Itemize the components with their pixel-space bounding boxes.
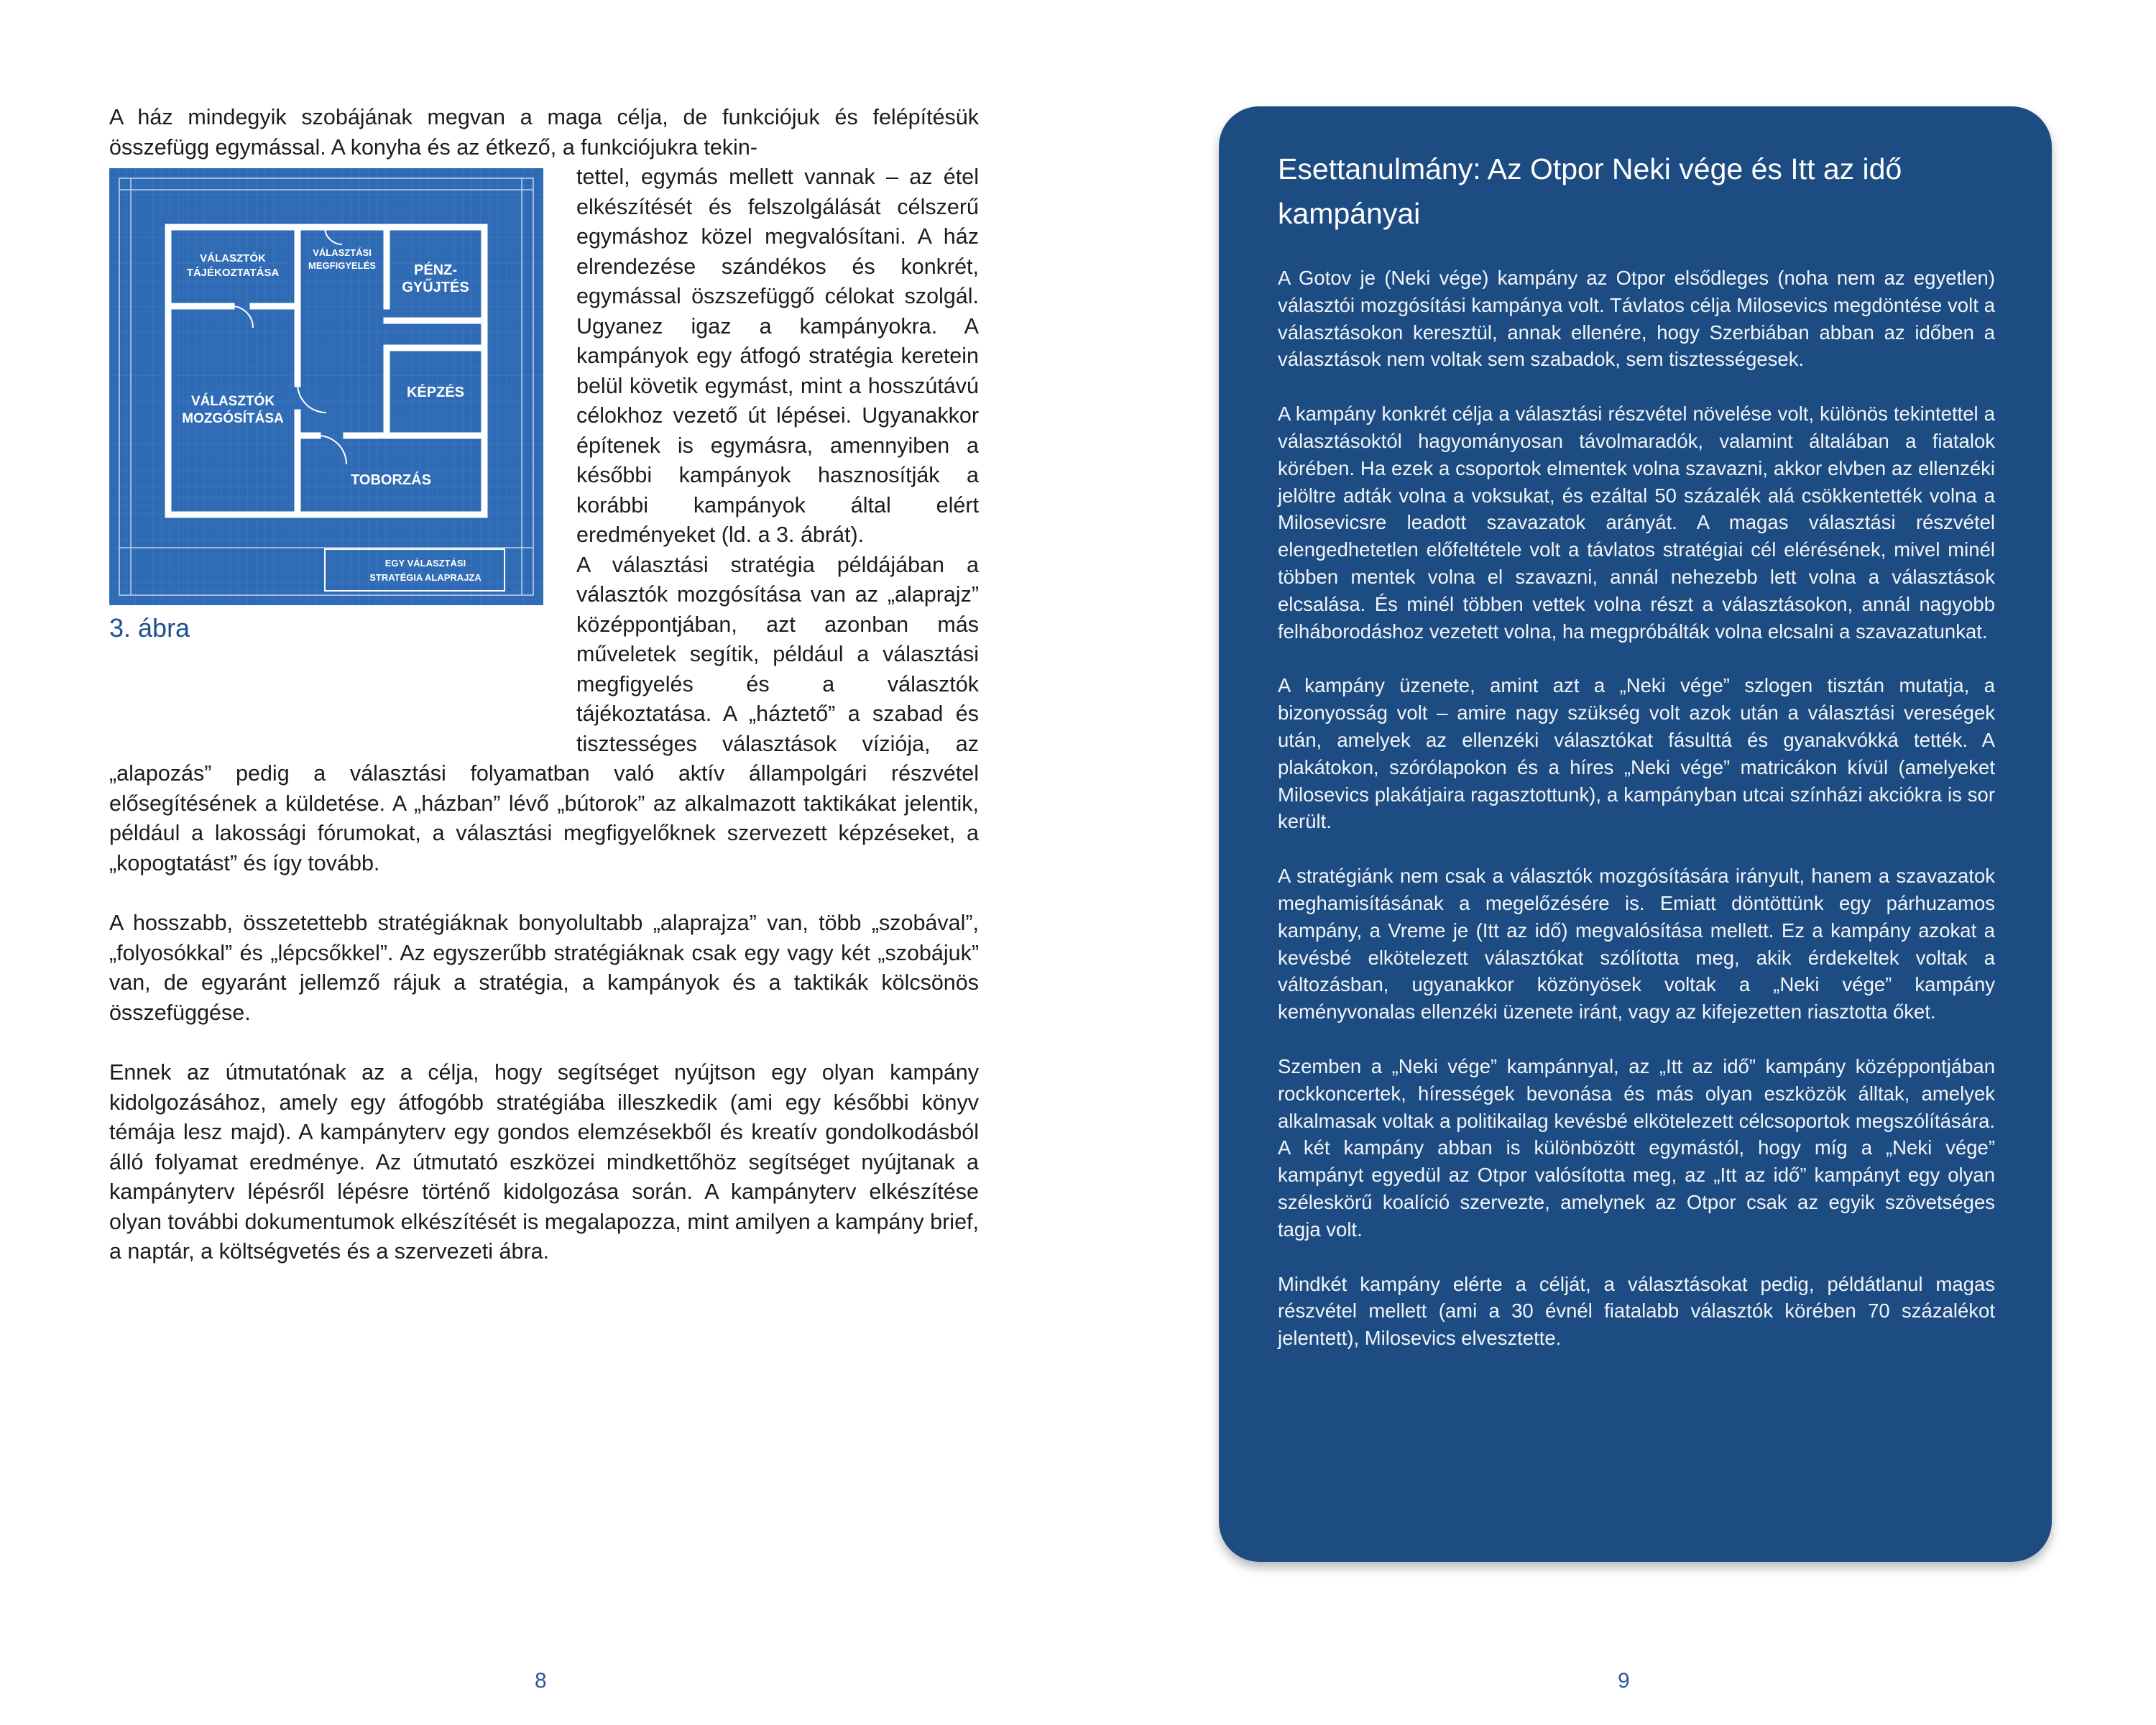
room-recruitment: TOBORZÁS [351,472,431,488]
case-paragraph: Mindkét kampány elérte a célját, a választásokat pedig, példátlanul magas részvétel mellett (ami a 30 évnél fiatalabb választók körében 70 százalékot jelentett), Milosevics elvesztette. [1278,1272,1995,1350]
room-fundraising-line1: PÉNZ- [414,262,457,278]
legend-line1: EGY VÁLASZTÁSI [384,558,466,569]
page-number: 9 [1618,1669,1630,1693]
case-study-title: Esettanulmány: Az Otpor Neki vége és Itt az idő kampányai [1278,152,1902,230]
figure-caption: 3. ábra [109,613,190,643]
case-paragraph: A Gotov je (Neki vége) kampány az Otpor elsődleges (noha nem az egyetlen) választói mozgósítási kampánya volt. Távlatos célja Milosevics megdöntése volt a választásokon keresztül, annak ellenére, hogy Szerbiában abban az időben a választások nem voltak sem szabadok, sem tisztességesek. [1278,267,1995,371]
legend-line2: STRATÉGIA ALAPRAJZA [369,572,482,583]
page-number: 8 [535,1669,547,1693]
room-monitoring-line2: MEGFIGYELÉS [308,260,376,271]
room-voter-info-line2: TÁJÉKOZTATÁSA [186,267,280,279]
paragraph-2: A választási stratégia példájában a választók mozgósítása van az „alaprajz” középpontjában, azt azonban más műveletek segítik, például a választási megfigyelés és a választók tájékoztatása. A „háztető” a szabad és tisztességes választások víziója, az „alapozás” pedig a választási folyamatban való aktív állampolgári részvétel elősegítésének a küldetése. A „házban” lévő „bútorok” az alkalmazott taktikákat jelentik, például a lakossági fórumokat, a választási megfigyelőknek szervezett képzéseket, a „kopogtatást” és így tovább. [109,552,979,875]
room-voter-info-line1: VÁLASZTÓK [200,252,266,264]
paragraph-1-wrap: tettel, egymás mellett vannak – az étel elkészítését és felszolgálását célszerű egymáshoz közel megvalósítani. A ház elrendezése szándékos és konkrét, egymással öszszefüggő célokat szolgál. Ugyanez igaz a kampányokra. A kampányok egy átfogó stratégia keretein belül követik egymást, mint a hosszútávú célokhoz vezető út lépései. Ugyanakkor építenek is egymásra, amennyiben a későbbi kampányok hasznosítják a korábbi kampányok által elért eredményeket (ld. a 3. ábrát). [576,165,979,547]
room-monitoring-line1: VÁLASZTÁSI [313,247,372,258]
paragraph-4: Ennek az útmutatónak az a célja, hogy segítséget nyújtson egy olyan kampány kidolgozásához, amely egy átfogóbb stratégiába illeszkedik (ami egy későbbi könyv témája lesz majd). A kampányterv egy gondos elemzésekből és kreatív gondolkodásból álló folyamat eredménye. Az útmutató eszközei mindkettőhöz segítséget nyújtanak a kampányterv lépésről lépésre történő kidolgozása során. A kampányterv elkészítése olyan további dokumentumok elkészítését is megalapozza, mint amilyen a kampány brief, a naptár, a költségvetés és a szervezeti ábra. [109,1060,979,1264]
room-training: KÉPZÉS [406,385,465,400]
case-paragraph: A kampány konkrét célja a választási részvétel növelése volt, különös tekintettel a választásoktól hagyományosan távolmaradók, valamint általában a fiatalok körében. Ha ezek a csoportok elmentek volna szavazni, akkor elvben az ellenzéki jelöltre adták volna a voksukat, és ezáltal 50 százalék alá csökkentették volna a Milosevicsre leadott szavazatok arányát. A magas választási részvétel elengedhetetlen előfeltétele volt a távlatos stratégiai cél elérésének, mivel minél többen mentek volna el szavazni, annál nehezebb lett volna a választások elcsalása. És minél többen vettek volna részt a választásokon, annál nagyobb felháborodáshoz vezetett volna, ha megpróbálták volna elcsalni a szavazatunkat. [1278,402,1995,643]
case-study-box [1219,106,2052,1562]
room-fundraising-line2: GYŰJTÉS [402,280,469,295]
floor-plan-image [109,168,543,605]
case-paragraph: A stratégiánk nem csak a választók mozgósítására irányult, hanem a szavazatok meghamisításának a megelőzésére is. Emiatt döntöttünk egy párhuzamos kampány, a Vreme je (Itt az idő) megvalósítása mellett. Ez a kampány azokat a kevésbé elkötelezett választókat szólította meg, akik érdekeltek voltak a változásban, ugyanakkor közönyösek voltak a „Neki vége” kampány keményvonalas ellenzéki üzenete iránt, vagy az kifejezetten riasztotta őket. [1278,865,1995,1024]
left-column [109,103,979,1267]
room-mobilization-line2: MOZGÓSÍTÁSA [182,411,284,426]
case-paragraph: Szemben a „Neki vége” kampánnyal, az „Itt az idő” kampány középpontjában rockkoncertek, hírességek bevonása és más olyan eszközök álltak, amelyek alkalmasak voltak a politikailag kevésbé elkötelezett célcsoportok megszólítására. A két kampány abban is különbözött egymástól, hogy míg a „Neki vége” kampányt egyedül az Otpor valósította meg, az „Itt az idő” kampányt egy olyan széleskörű koalíció szervezte, amelynek az Otpor csak az egyik szövetséges tagja volt. [1278,1054,1995,1241]
case-paragraph: A kampány üzenete, amint azt a „Neki vége” szlogen tisztán mutatja, a bizonyosság volt – amire nagy szükség volt azok után a választási vereségek után, amelyek az ellenzéki választókat fásulttá és gyanakvókká tették. A plakátokon, szórólapokon és a híres „Neki vége” matricákon kívül (amelyeket Milosevics plakátjaira ragasztottunk), a kampányban utcai színházi akciókra is sor került. [1278,674,1995,833]
paragraph-1-top: A ház mindegyik szobájának megvan a maga célja, de funkciójuk és felépítésük összefügg egymással. A konyha és az étkező, a funkciójukra tekin- [109,105,979,160]
case-study-content [1278,147,1995,1379]
right-page [1078,0,2156,1725]
paragraph-3: A hosszabb, összetettebb stratégiáknak bonyolultabb „alaprajza” van, több „szobával”, „folyosókkal” és „lépcsőkkel”. Az egyszerűbb stratégiáknak csak egy vagy két „szobájuk” van, de egyaránt jellemző rájuk a stratégia, a kampányok és a taktikák kölcsönös összefüggése. [109,911,979,1025]
figure-3 [109,168,561,743]
room-mobilization-line1: VÁLASZTÓK [190,394,275,409]
